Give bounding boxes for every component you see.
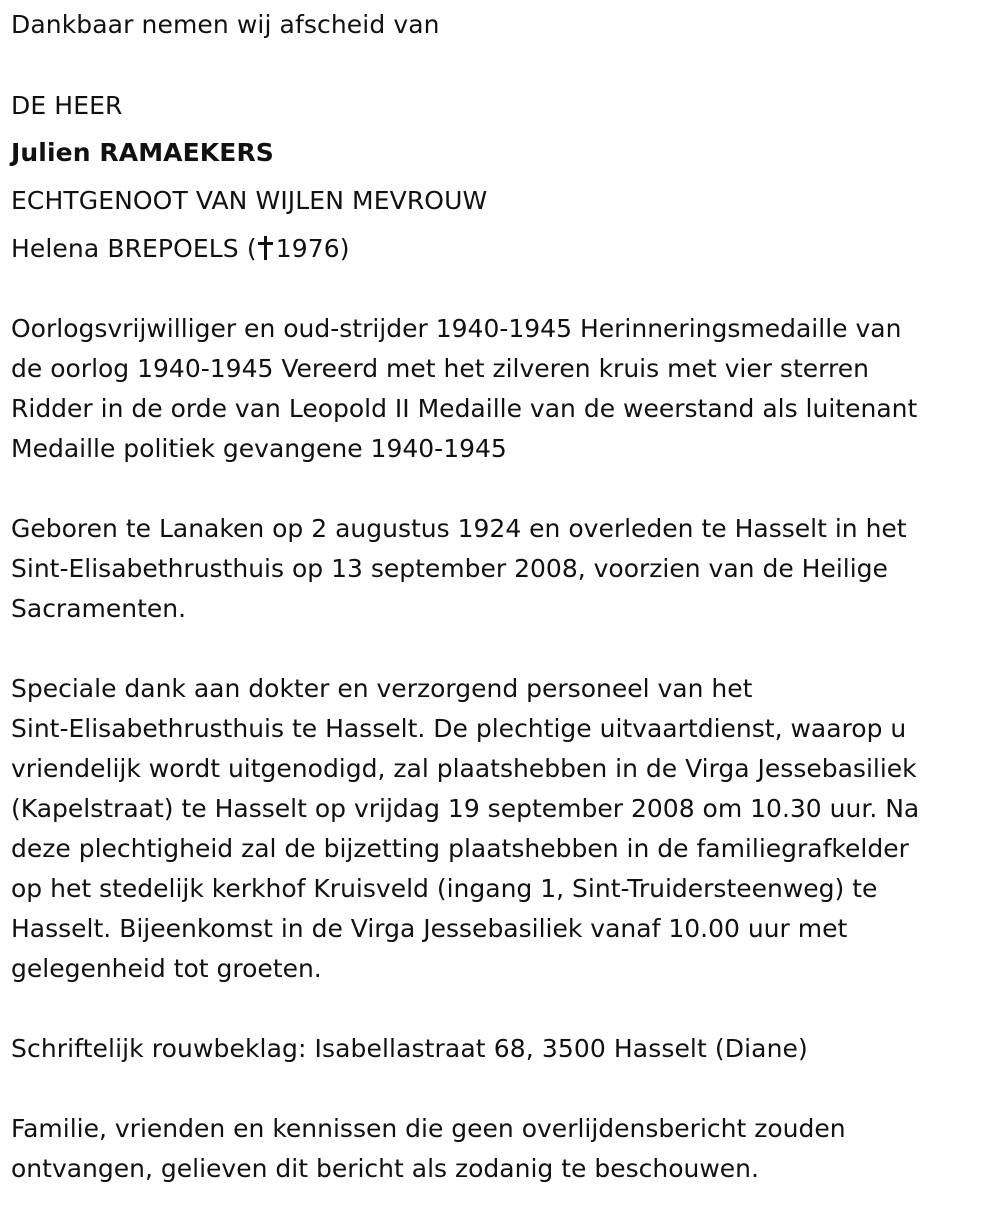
honours-paragraph	[11, 309, 986, 469]
birth-death-line: Sacramenten.	[11, 594, 187, 623]
honours-line: Oorlogsvrijwilliger en oud-strijder 1940-1945 Herinneringsmedaille van	[11, 314, 902, 343]
service-line: gelegenheid tot groeten.	[11, 954, 322, 983]
service-line: vriendelijk wordt uitgenodigd, zal plaatshebben in de Virga Jessebasiliek	[11, 754, 917, 783]
service-line: deze plechtigheid zal de bijzetting plaatshebben in de familiegrafkelder	[11, 834, 909, 863]
spouse-name: Helena BREPOELS (	[11, 234, 257, 263]
condolences-address: Schriftelijk rouwbeklag: Isabellastraat 68, 3500 Hasselt (Diane)	[11, 1034, 808, 1063]
service-line: op het stedelijk kerkhof Kruisveld (ingang 1, Sint-Truidersteenweg) te	[11, 874, 878, 903]
honours-line: Medaille politiek gevangene 1940-1945	[11, 434, 507, 463]
honorific-title: DE HEER	[11, 91, 123, 120]
service-line: Sint-Elisabethrusthuis te Hasselt. De plechtige uitvaartdienst, waarop u	[11, 714, 907, 743]
closing-line: ontvangen, gelieven dit bericht als zodanig te beschouwen.	[11, 1154, 759, 1183]
birth-death-line: Geboren te Lanaken op 2 augustus 1924 en overleden te Hasselt in het	[11, 514, 907, 543]
service-line: Hasselt. Bijeenkomst in de Virga Jessebasiliek vanaf 10.00 uur met	[11, 914, 848, 943]
spouse-death-year: 1976)	[275, 234, 350, 263]
honours-line: de oorlog 1940-1945 Vereerd met het zilveren kruis met vier sterren	[11, 354, 869, 383]
closing-paragraph	[11, 1109, 986, 1189]
birth-death-paragraph	[11, 509, 986, 629]
spouse-label: ECHTGENOOT VAN WIJLEN MEVROUW	[11, 186, 488, 215]
deceased-name: Julien RAMAEKERS	[11, 138, 274, 167]
service-line: (Kapelstraat) te Hasselt op vrijdag 19 september 2008 om 10.30 uur. Na	[11, 794, 920, 823]
honours-line: Ridder in de orde van Leopold II Medaille van de weerstand als luitenant	[11, 394, 918, 423]
service-line: Speciale dank aan dokter en verzorgend personeel van het	[11, 674, 753, 703]
closing-line: Familie, vrienden en kennissen die geen overlijdensbericht zouden	[11, 1114, 846, 1143]
cross-icon	[258, 236, 274, 260]
spouse-line	[11, 229, 350, 269]
service-paragraph	[11, 669, 986, 989]
birth-death-line: Sint-Elisabethrusthuis op 13 september 2008, voorzien van de Heilige	[11, 554, 888, 583]
intro-text: Dankbaar nemen wij afscheid van	[11, 10, 440, 39]
